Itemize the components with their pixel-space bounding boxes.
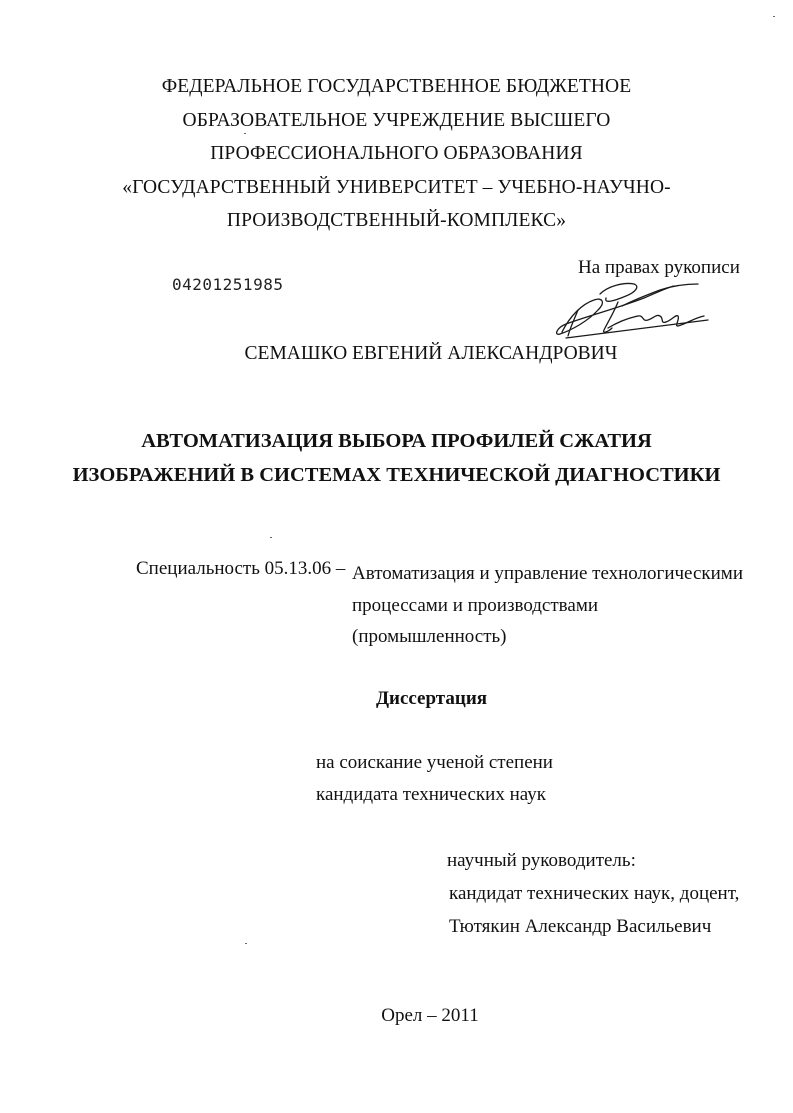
- supervisor-block: [447, 844, 739, 943]
- specialty-label: Специальность 05.13.06 –: [136, 558, 346, 579]
- institution-name: [0, 70, 793, 238]
- scan-speck: [244, 133, 246, 134]
- document-code: 04201251985: [172, 275, 284, 294]
- institution-line-4: «ГОСУДАРСТВЕННЫЙ УНИВЕРСИТЕТ – УЧЕБНО-НАУЧНО-: [122, 176, 671, 198]
- institution-line-3: ПРОФЕССИОНАЛЬНОГО ОБРАЗОВАНИЯ: [210, 143, 583, 164]
- specialty-line-1: Автоматизация и управление технологическими: [352, 563, 743, 584]
- supervisor-line-2: кандидат технических наук, доцент,: [449, 883, 740, 904]
- degree-statement: [316, 747, 553, 810]
- specialty-description: [352, 558, 743, 653]
- scan-speck: [245, 943, 247, 944]
- supervisor-line-3: Тютякин Александр Васильевич: [449, 916, 712, 937]
- document-type: Диссертация: [375, 688, 488, 709]
- institution-line-1: ФЕДЕРАЛЬНОЕ ГОСУДАРСТВЕННОЕ БЮДЖЕТНОЕ: [161, 76, 632, 97]
- degree-line-2: кандидата технических наук: [316, 783, 546, 805]
- institution-line-2: ОБРАЗОВАТЕЛЬНОЕ УЧРЕЖДЕНИЕ ВЫСШЕГО: [182, 109, 611, 131]
- specialty-line-2: процессами и производствами: [352, 594, 599, 616]
- rights-note: На правах рукописи: [578, 257, 740, 278]
- dissertation-title: [0, 424, 793, 492]
- degree-line-1: на соискание ученой степени: [316, 752, 553, 773]
- author-name: СЕМАШКО ЕВГЕНИЙ АЛЕКСАНДРОВИЧ: [244, 343, 618, 364]
- title-line-2: ИЗОБРАЖЕНИЙ В СИСТЕМАХ ТЕХНИЧЕСКОЙ ДИАГНОСТИКИ: [72, 464, 721, 486]
- title-line-1: АВТОМАТИЗАЦИЯ ВЫБОРА ПРОФИЛЕЙ СЖАТИЯ: [141, 430, 652, 452]
- supervisor-line-1: научный руководитель:: [447, 850, 636, 871]
- city-year: Орел – 2011: [381, 1005, 479, 1026]
- scan-speck: [773, 16, 775, 17]
- institution-line-5: ПРОИЗВОДСТВЕННЫЙ-КОМПЛЕКС»: [226, 210, 567, 231]
- specialty-line-3: (промышленность): [352, 626, 507, 647]
- scan-speck: [270, 537, 272, 538]
